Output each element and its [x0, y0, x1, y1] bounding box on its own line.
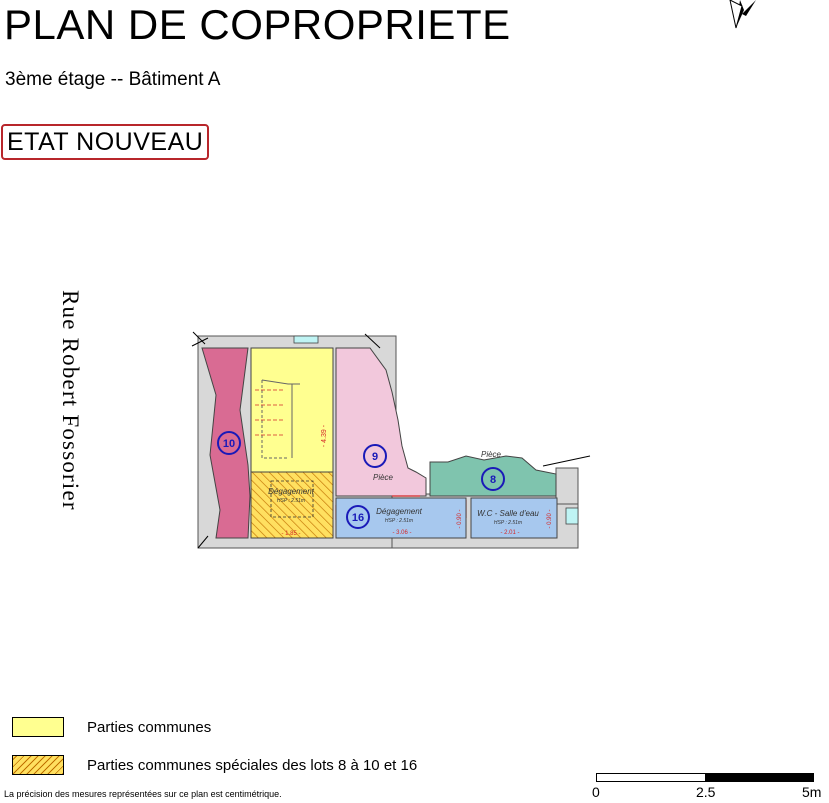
room-height: HSP : 2.51m	[384, 518, 414, 524]
scale-tick: 5m	[802, 784, 822, 800]
dimension-label: - 2.01 -	[500, 530, 520, 536]
state-badge: ETAT NOUVEAU	[1, 124, 209, 160]
legend-swatch-common	[12, 717, 64, 737]
room-name: Pièce	[480, 450, 502, 459]
room-degagement-common	[251, 472, 333, 538]
lot-number: 10	[222, 438, 236, 450]
room-name: Dégagement	[268, 487, 314, 496]
legend-label-common: Parties communes	[87, 719, 212, 736]
scale-segment-black	[705, 773, 814, 782]
scale-bar	[596, 773, 814, 783]
stairwell	[251, 336, 333, 472]
precision-footnote: La précision des mesures représentées sur ce plan est centimétrique.	[4, 789, 282, 799]
lot-number: 16	[351, 512, 365, 524]
scale-tick: 0	[592, 784, 600, 800]
plan-title: PLAN DE COPROPRIETE	[4, 1, 511, 48]
legend-label-special: Parties communes spéciales des lots 8 à 10 et 16	[87, 757, 418, 774]
scale-tick: 2.5	[696, 784, 716, 800]
room-name: W.C - Salle d'eau	[477, 509, 539, 518]
room-lot-8	[430, 450, 556, 496]
lot-number: 8	[489, 474, 497, 486]
plan-subtitle: 3ème étage -- Bâtiment A	[5, 69, 221, 90]
room-height: HSP : 2.51m	[276, 498, 306, 504]
street-name: Rue Robert Fossorier	[58, 290, 83, 511]
dimension-label: - 3.06 -	[392, 530, 412, 536]
lot-number: 9	[371, 451, 379, 463]
dimension-label: - 0.90 -	[547, 509, 553, 529]
room-height: HSP : 2.51m	[493, 520, 523, 526]
dimension-label: - 4.39 -	[321, 424, 328, 448]
room-name: Pièce	[372, 473, 394, 482]
room-name: Dégagement	[376, 507, 422, 516]
legend-swatch-special	[12, 755, 64, 775]
room-lot-16	[336, 498, 466, 538]
dimension-label: - 1.85 -	[281, 531, 301, 537]
room-lot-9	[336, 348, 426, 496]
dimension-label: - 0.90 -	[457, 509, 463, 529]
scale-segment-white	[596, 773, 707, 782]
